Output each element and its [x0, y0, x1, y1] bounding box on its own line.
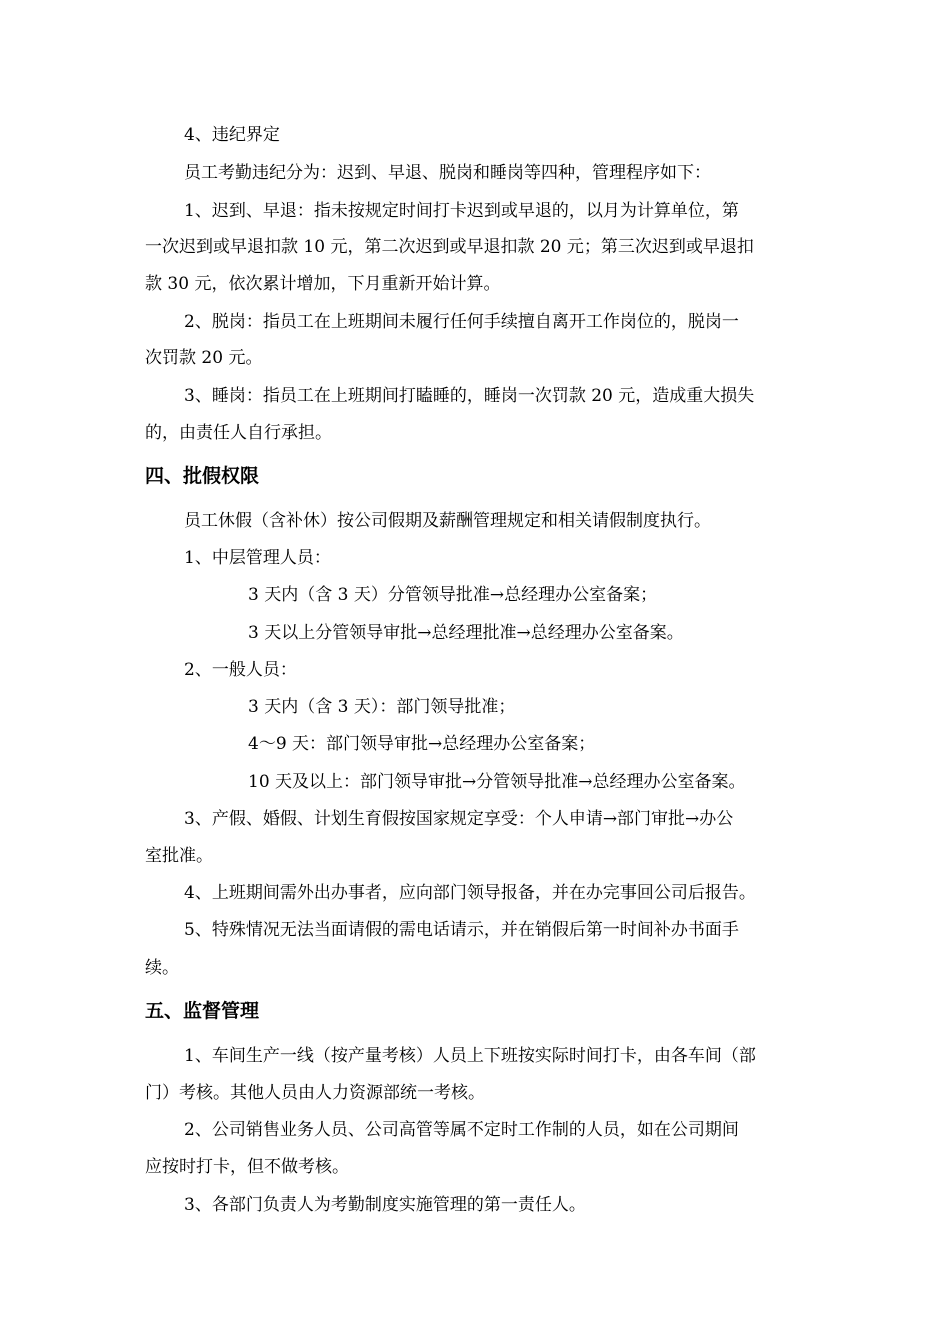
list-item-middle-management: 1、中层管理人员：: [184, 548, 331, 568]
paragraph-department-heads: 3、各部门负责人为考勤制度实施管理的第一责任人。: [184, 1195, 586, 1215]
paragraph-outing-report: 4、上班期间需外出办事者，应向部门领导报备，并在办完事回公司后报告。: [184, 883, 756, 903]
paragraph-workshop-2: 门）考核。其他人员由人力资源部统一考核。: [145, 1083, 485, 1103]
paragraph-late-early-2: 一次迟到或早退扣款 10 元，第二次迟到或早退扣款 20 元；第三次迟到或早退扣: [145, 237, 754, 257]
paragraph-maternity-leave-1: 3、产假、婚假、计划生育假按国家规定享受：个人申请→部门审批→办公: [184, 809, 734, 829]
paragraph-flexible-staff-2: 应按时打卡，但不做考核。: [145, 1157, 349, 1177]
paragraph-sleeping-1: 3、睡岗：指员工在上班期间打瞌睡的，睡岗一次罚款 20 元，造成重大损失: [184, 386, 755, 406]
paragraph-flexible-staff-1: 2、公司销售业务人员、公司高管等属不定时工作制的人员，如在公司期间: [184, 1120, 739, 1140]
sub-item-general-4-to-9-days: 4～9 天：部门领导审批→总经理办公室备案；: [248, 734, 596, 754]
paragraph-sleeping-2: 的，由责任人自行承担。: [145, 423, 332, 443]
section-heading-leave-authority: 四、批假权限: [145, 465, 260, 487]
paragraph-late-early-3: 款 30 元，依次累计增加，下月重新开始计算。: [145, 274, 501, 294]
paragraph-maternity-leave-2: 室批准。: [145, 846, 213, 866]
paragraph-special-cases-2: 续。: [145, 958, 179, 978]
paragraph-absence-1: 2、脱岗：指员工在上班期间未履行任何手续擅自离开工作岗位的，脱岗一: [184, 312, 739, 332]
paragraph-workshop-1: 1、车间生产一线（按产量考核）人员上下班按实际时间打卡，由各车间（部: [184, 1046, 756, 1066]
paragraph-leave-intro: 员工休假（含补休）按公司假期及薪酬管理规定和相关请假制度执行。: [184, 511, 711, 531]
sub-item-general-10-days-plus: 10 天及以上：部门领导审批→分管领导批准→总经理办公室备案。: [248, 772, 746, 792]
sub-item-mid-over-3-days: 3 天以上分管领导审批→总经理批准→总经理办公室备案。: [248, 623, 684, 643]
paragraph-violation-types: 员工考勤违纪分为：迟到、早退、脱岗和睡岗等四种，管理程序如下：: [184, 163, 711, 183]
paragraph-special-cases-1: 5、特殊情况无法当面请假的需电话请示，并在销假后第一时间补办书面手: [184, 920, 739, 940]
list-item-general-staff: 2、一般人员：: [184, 660, 297, 680]
paragraph-late-early-1: 1、迟到、早退：指未按规定时间打卡迟到或早退的，以月为计算单位，第: [184, 201, 739, 221]
section-heading-supervision: 五、监督管理: [145, 1000, 260, 1022]
sub-item-general-within-3-days: 3 天内（含 3 天）：部门领导批准；: [248, 697, 516, 717]
section-item-violation-definition: 4、违纪界定: [184, 125, 280, 145]
paragraph-absence-2: 次罚款 20 元。: [145, 348, 263, 368]
sub-item-mid-within-3-days: 3 天内（含 3 天）分管领导批准→总经理办公室备案；: [248, 585, 658, 605]
